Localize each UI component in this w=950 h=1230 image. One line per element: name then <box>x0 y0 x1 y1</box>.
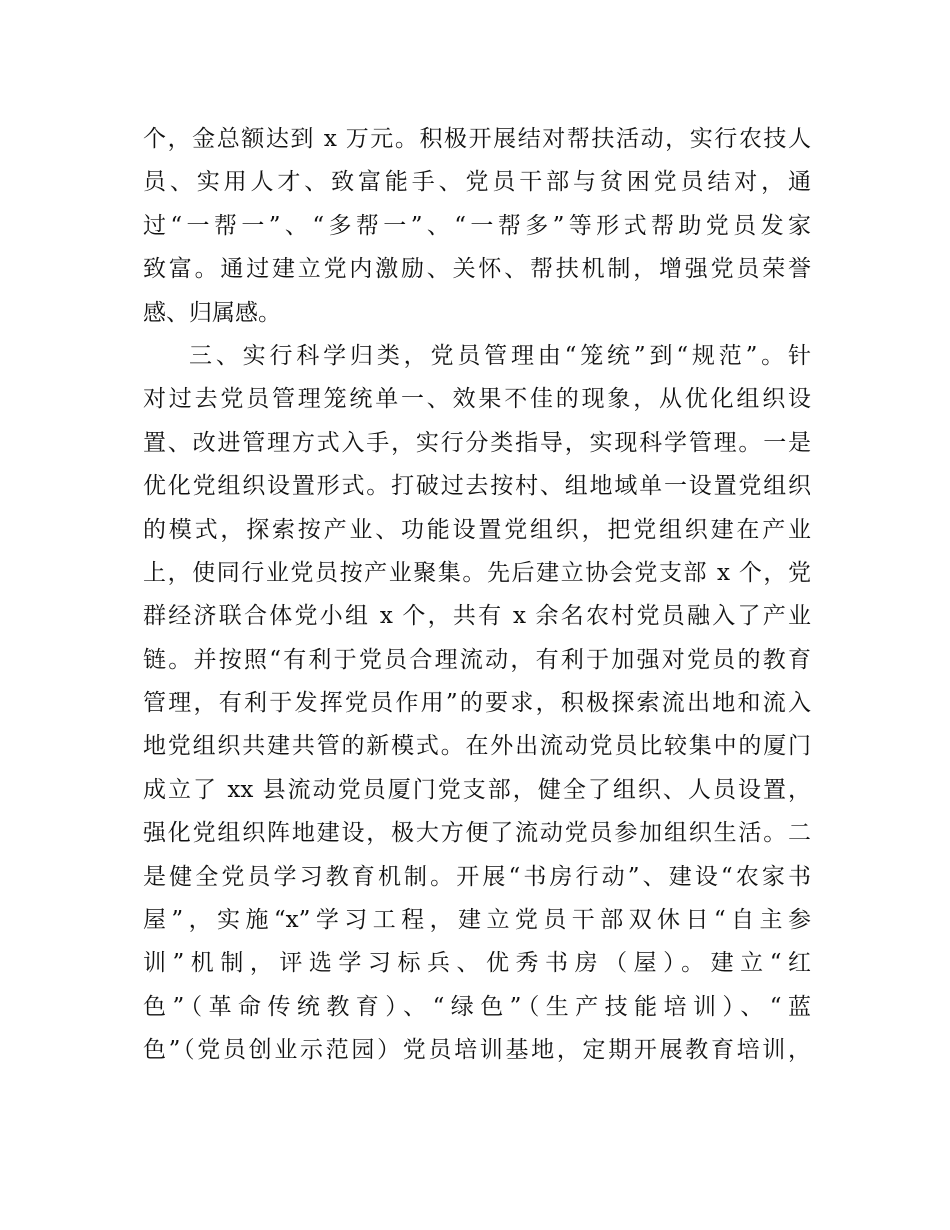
paragraph-2 <box>143 335 811 1073</box>
text-line: 地党组织共建共管的新模式。在外出流动党员比较集中的厦门 <box>143 733 811 760</box>
text-line: 链。并按照“有利于党员合理流动，有利于加强对党员的教育 <box>143 646 811 673</box>
text-line: 过“一帮一”、“多帮一”、“一帮多”等形式帮助党员发家 <box>143 212 811 239</box>
text-line: 感、归属感。 <box>143 299 281 326</box>
body-text <box>143 118 811 1073</box>
text-line: 优化党组织设置形式。打破过去按村、组地域单一设置党组织 <box>143 473 811 500</box>
text-line: 个，金总额达到 x 万元。积极开展结对帮扶活动，实行农技人 <box>143 126 811 152</box>
text-line: 训”机制，评选学习标兵、优秀书房（屋）。建立“红 <box>143 950 811 977</box>
text-line: 色”（革命传统教育）、“绿色”（生产技能培训）、“蓝 <box>143 993 811 1020</box>
paragraph-1 <box>143 118 811 335</box>
text-line: 上，使同行业党员按产业聚集。先后建立协会党支部 x 个，党 <box>143 559 811 586</box>
text-line: 员、实用人才、致富能手、党员干部与贫困党员结对，通 <box>143 169 811 196</box>
text-line: 强化党组织阵地建设，极大方便了流动党员参加组织生活。二 <box>143 820 811 847</box>
text-line: 致富。通过建立党内激励、关怀、帮扶机制，增强党员荣誉 <box>143 256 811 283</box>
text-line: 的模式，探索按产业、功能设置党组织，把党组织建在产业 <box>143 516 811 543</box>
text-line: 群经济联合体党小组 x 个，共有 x 余名农村党员融入了产业 <box>143 603 811 630</box>
text-line: 置、改进管理方式入手，实行分类指导，实现科学管理。一是 <box>143 429 811 456</box>
text-line: 色”（党员创业示范园）党员培训基地，定期开展教育培训， <box>143 1037 811 1064</box>
text-line: 三、实行科学归类，党员管理由“笼统”到“规范”。针 <box>189 342 811 369</box>
text-line: 屋”，实施“x”学习工程，建立党员干部双休日“自主参 <box>143 907 811 934</box>
text-line: 成立了 xx 县流动党员厦门党支部，健全了组织、人员设置， <box>143 776 811 803</box>
text-line: 是健全党员学习教育机制。开展“书房行动”、建设“农家书 <box>143 863 811 890</box>
text-line: 管理，有利于发挥党员作用”的要求，积极探索流出地和流入 <box>143 690 811 717</box>
text-line: 对过去党员管理笼统单一、效果不佳的现象，从优化组织设 <box>143 386 811 413</box>
